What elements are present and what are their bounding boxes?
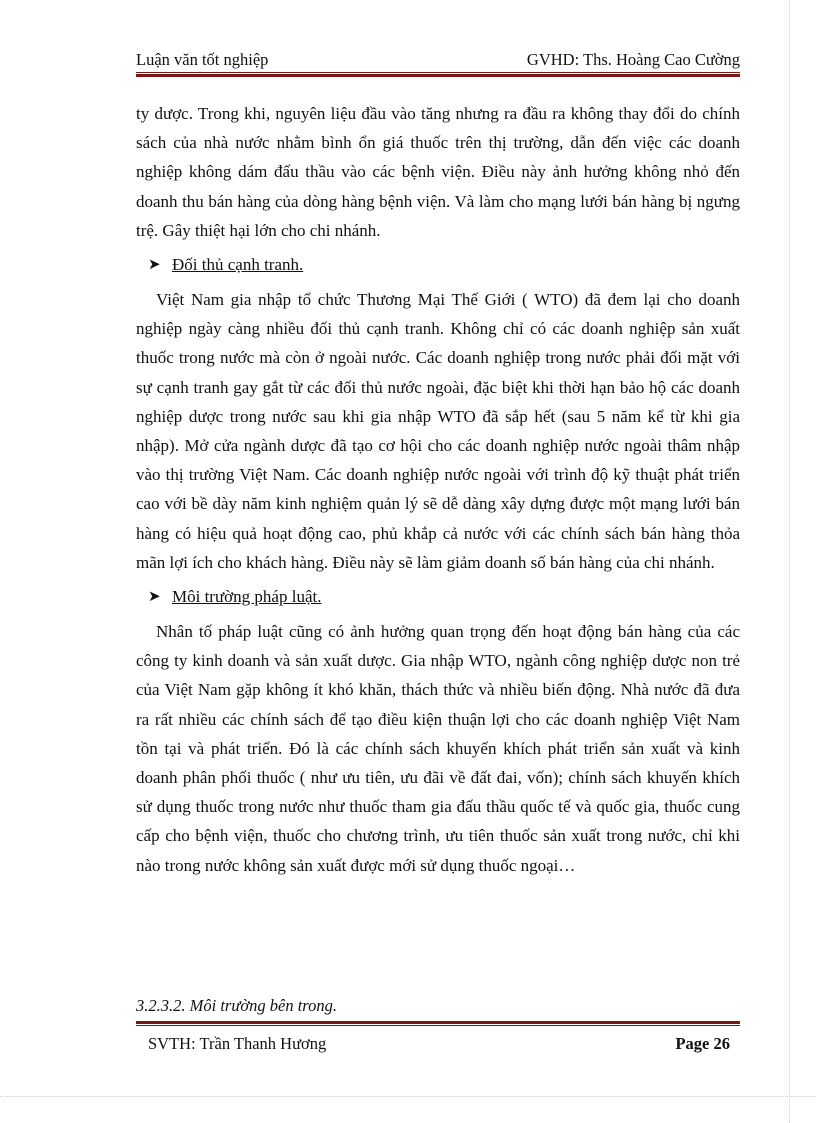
body-text [136,99,740,880]
page-edge-bottom [0,1096,816,1097]
footer-student: SVTH: Trần Thanh Hương [148,1034,327,1053]
section-heading: 3.2.3.2. Môi trường bên trong. [136,996,337,1015]
footer-rule [136,1021,740,1027]
header-thesis-title: Luận văn tốt nghiệp [136,50,269,69]
footer-rule-thick [136,1021,740,1024]
header-advisor: GVHD: Ths. Hoàng Cao Cường [526,50,740,69]
header-rule-thick [136,74,740,77]
header-rule-thin [136,72,740,73]
page-number: Page 26 [675,1034,730,1053]
page-edge-right [789,0,790,1123]
bullet-label-competitors: Đối thủ cạnh tranh. [172,255,304,275]
paragraph-1: ty dược. Trong khi, nguyên liệu đầu vào tăng nhưng ra đầu ra không thay đổi do chính sách của nhà nước nhằm bình ổn giá thuốc trên thị trường, dẫn đến việc các doanh nghiệp không dám đấu thầu vào các bệnh viện. Điều này ảnh hưởng không nhỏ đến doanh thu bán hàng của dòng hàng bệnh viện. Và làm cho mạng lưới bán hàng bị ngưng trệ. Gây thiệt hại lớn cho chi nhánh. [136,104,740,240]
bullet-label-legal: Môi trường pháp luật. [172,587,322,607]
footer-rule-thin [136,1025,740,1026]
bullet-competitors [136,251,740,279]
page-header [136,50,740,72]
paragraph-2: Việt Nam gia nhập tổ chức Thương Mại Thế Giới ( WTO) đã đem lại cho doanh nghiệp ngày càng nhiều đối thủ cạnh tranh. Không chỉ có các doanh nghiệp sản xuất thuốc trong nước mà còn ở ngoài nước. Các doanh nghiệp trong nước phải đối mặt với sự cạnh tranh gay gắt từ các đối thủ nước ngoài, đặc biệt khi thời hạn bảo hộ các doanh nghiệp dược trong nước sau khi gia nhập WTO đã sắp hết (sau 5 năm kể từ khi gia nhập). Mở cửa ngành dược đã tạo cơ hội cho các doanh nghiệp nước ngoài thâm nhập vào thị trường Việt Nam. Các doanh nghiệp nước ngoài với trình độ kỹ thuật phát triển cao với bề dày năm kinh nghiệm quản lý sẽ dễ dàng xây dựng được một mạng lưới bán hàng có hiệu quả hoạt động cao, phủ khắp cả nước với các chính sách bán hàng thỏa mãn lợi ích cho khách hàng. Điều này sẽ làm giảm doanh số bán hàng của chi nhánh. [136,290,740,572]
page-footer [148,1034,730,1056]
header-rule [136,72,740,78]
arrowhead-bullet-icon: ➤ [148,589,161,606]
paragraph-3: Nhân tố pháp luật cũng có ảnh hưởng quan trọng đến hoạt động bán hàng của các công ty kinh doanh và sản xuất dược. Gia nhập WTO, ngành công nghiệp dược non trẻ của Việt Nam gặp không ít khó khăn, thách thức và nhiều biến động. Nhà nước đã đưa ra rất nhiều các chính sách để tạo điều kiện thuận lợi cho các doanh nghiệp Việt Nam tồn tại và phát triển. Đó là các chính sách khuyến khích phát triển sản xuất và kinh doanh phân phối thuốc ( như ưu tiên, ưu đãi về đất đai, vốn); chính sách khuyến khích sử dụng thuốc trong nước như thuốc tham gia đấu thầu quốc tế và quốc gia, thuốc cung cấp cho bệnh viện, thuốc cho chương trình, ưu tiên thuốc sản xuất trong nước, chỉ khi nào trong nước không sản xuất được mới sử dụng thuốc ngoại… [136,622,740,875]
arrowhead-bullet-icon: ➤ [148,257,161,274]
bullet-legal-environment [136,583,740,611]
